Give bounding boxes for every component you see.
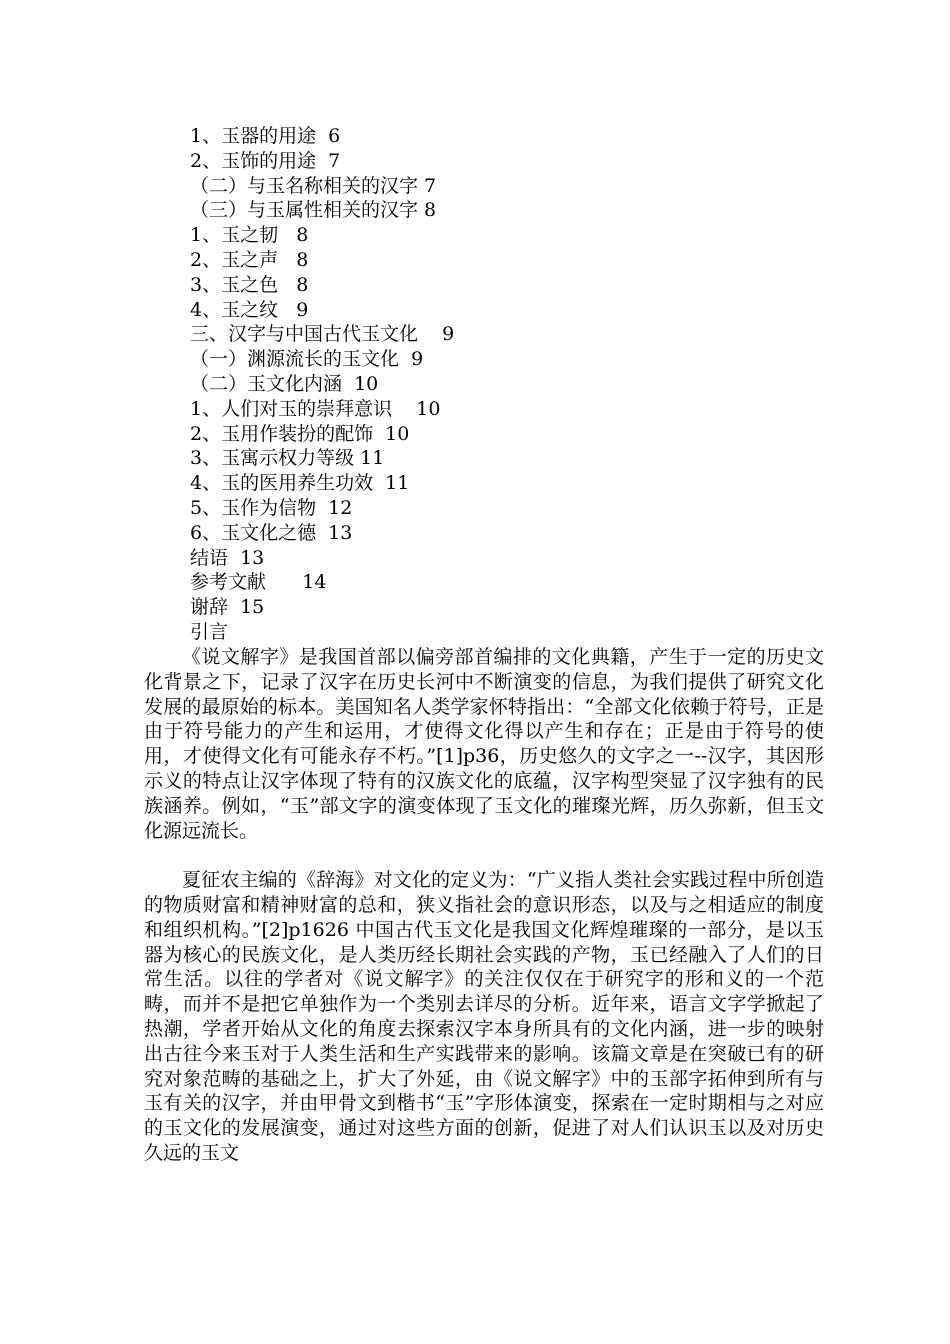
- toc-entry: 2、玉用作装扮的配饰 10: [190, 422, 410, 445]
- section-heading-introduction: 引言: [190, 620, 229, 643]
- paragraph-gap: [144, 843, 824, 868]
- toc-entry: 结语 13: [190, 546, 265, 569]
- toc-entry: 6、玉文化之德 13: [190, 521, 353, 544]
- toc-entry: 4、玉的医用养生功效 11: [190, 472, 410, 495]
- toc-entry: 2、玉之声 8: [190, 248, 309, 271]
- toc-entry: 3、玉之色 8: [190, 273, 309, 296]
- paragraph: 夏征农主编的《辞海》对文化的定义为：“广义指人类社会实践过程中所创造的物质财富和精神财富的总和，狭义指社会的意识形态，以及与之相适应的制度和组织机构。”[2]p1626 中国古代玉文化是我国文化辉煌璀璨的一部分，是以玉器为核心的民族文化，是人类历经长期社会实践的产物，玉已经融入了人们的日常生活。以往的学者对《说文解字》的关注仅仅在于研究字的形和义的一个范畴，而并不是把它单独作为一个类别去详尽的分析。近年来，语言文字学掀起了热潮，学者开始从文化的角度去探索汉字本身所具有的文化内涵，进一步的映射出古往今来玉对于人类生活和生产实践带来的影响。该篇文章是在突破已有的研究对象范畴的基础之上，扩大了外延，由《说文解字》中的玉部字拓伸到所有与玉有关的汉字，并由甲骨文到楷书“玉”字形体演变，探索在一定时期相与之对应的玉文化的发展演变，通过对这些方面的创新，促进了对人们认识玉以及对历史久远的玉文: [144, 869, 824, 1164]
- toc-entry: 1、人们对玉的崇拜意识 10: [190, 397, 441, 420]
- toc-entry: 1、玉器的用途 6: [190, 125, 341, 147]
- body-text: [144, 645, 824, 1166]
- table-of-contents: [190, 124, 830, 645]
- toc-entry: 谢辞 15: [190, 596, 265, 619]
- toc-entry: （一）渊源流长的玉文化 9: [190, 348, 424, 371]
- toc-entry: （二）与玉名称相关的汉字 7: [190, 174, 437, 197]
- toc-entry: 5、玉作为信物 12: [190, 496, 353, 519]
- toc-entry: 参考文献 14: [190, 571, 327, 594]
- toc-entry: 3、玉寓示权力等级 11: [190, 447, 385, 470]
- toc-entry: （二）玉文化内涵 10: [190, 372, 379, 395]
- toc-entry: 4、玉之纹 9: [190, 298, 309, 321]
- toc-entry: 2、玉饰的用途 7: [190, 149, 341, 172]
- toc-entry: 三、汉字与中国古代玉文化 9: [190, 323, 455, 346]
- toc-entry: （三）与玉属性相关的汉字 8: [190, 199, 437, 222]
- toc-entry: 1、玉之韧 8: [190, 224, 309, 247]
- paragraph: 《说文解字》是我国首部以偏旁部首编排的文化典籍，产生于一定的历史文化背景之下，记录了汉字在历史长河中不断演变的信息，为我们提供了研究文化发展的最原始的标本。美国知名人类学家怀特指出：“全部文化依赖于符号，正是由于符号能力的产生和运用，才使得文化得以产生和存在；正是由于符号的使用，才使得文化有可能永存不朽。”[1]p36，历史悠久的文字之一--汉字，其因形示义的特点让汉字体现了特有的汉族文化的底蕴，汉字构型突显了汉字独有的民族涵养。例如，“玉”部文字的演变体现了玉文化的璀璨光辉，历久弥新，但玉文化源远流长。: [144, 646, 824, 842]
